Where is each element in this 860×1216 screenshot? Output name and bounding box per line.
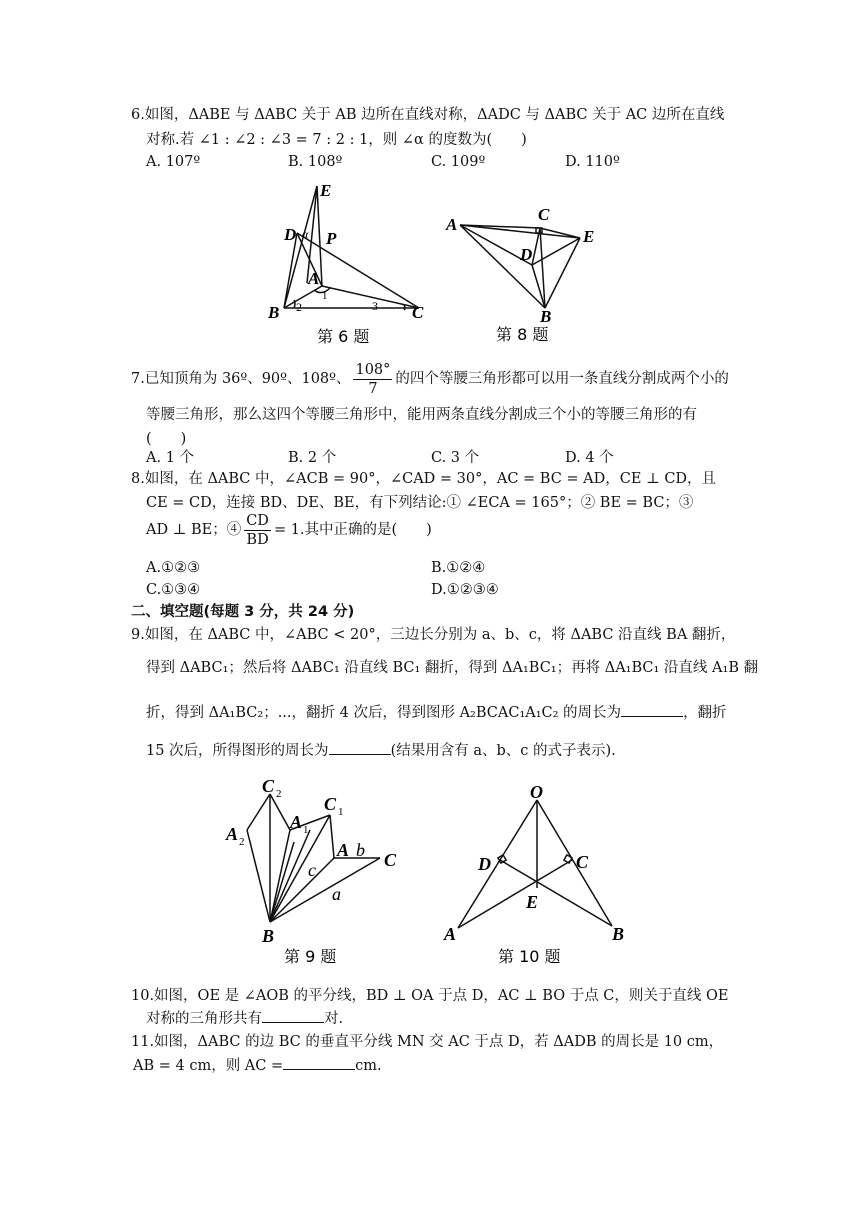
fig9-label-a1-sub: 1 [303,824,309,836]
q8-line2: CE = CD，连接 BD、DE、BE，有下列结论:① ∠ECA = 165°；② BE = BC；③ [146,495,694,511]
q7-option-b: B. 2 个 [288,450,337,466]
q7-line1-pre: 7.已知顶角为 36º、90º、108º、 [131,371,351,387]
fig6-label-3: 3 [372,299,378,313]
fig6-label-b: B [268,303,280,322]
fig9-label-c1-sub: 1 [338,806,344,818]
q11-line2-post: cm. [355,1058,382,1074]
q9-line4-pre: 15 次后，所得图形的周长为 [146,743,329,759]
q6-option-a: A. 107º [146,154,201,170]
fig8-label-d: D [520,245,533,264]
q9-blank-1 [621,702,683,717]
q10-blank [262,1008,324,1023]
fig9-label-a-side: a [332,884,341,904]
q9-blank-2 [329,740,391,755]
q8-fraction [244,512,271,549]
fig6-label-p: P [326,229,337,248]
q7-line1 [131,358,729,400]
q6-option-b: B. 108º [288,154,343,170]
q9-line4-post: (结果用含有 a、b、c 的式子表示). [390,743,616,759]
fig6-label-2: 2 [296,300,302,314]
q9-line3-post: ，翻折 [683,705,727,721]
q10-line2-post: 对. [324,1011,344,1027]
q11-line2 [133,1055,382,1076]
q9-line1: 9.如图，在 ΔABC 中，∠ABC < 20°，三边长分别为 a、b、c，将 ΔABC 沿直线 BA 翻折， [131,627,736,643]
q8-option-a: A.①②③ [146,560,201,576]
q9-line3 [146,702,727,723]
figure-10 [440,778,640,973]
fig9-label-c: C [384,850,397,870]
q10-line2-pre: 对称的三角形共有 [146,1011,262,1027]
fig9-label-c2-sub: 2 [276,788,282,800]
fig6-label-c: C [412,303,424,322]
figure-9 [222,770,412,970]
fig10-label-c: C [576,852,589,872]
fig10-label-a: A [444,924,457,944]
fig8-label-e: E [583,227,595,246]
fig8-label-b: B [540,307,552,326]
fig6-label-alpha: α [302,227,309,241]
fig9-label-a2-sub: 2 [239,836,245,848]
q9-line3-pre: 折，得到 ΔA₁BC₂；...，翻折 4 次后，得到图形 A₂BCAC₁A₁C₂ 的周长为 [146,705,622,721]
fig6-label-a: A [308,269,320,288]
figure-8 [440,200,610,348]
fig6-label-1: 1 [322,290,328,302]
fig9-label-a2: A [226,824,239,844]
fig10-caption: 第 10 题 [498,947,561,966]
q7-fraction [353,361,392,398]
fig9-label-a1: A [290,812,303,832]
q7-line3: ( ) [146,431,187,447]
q7-option-d: D. 4 个 [565,450,614,466]
q6-line1: 6.如图，ΔABE 与 ΔABC 关于 AB 边所在直线对称，ΔADC 与 ΔABC 关于 AC 边所在直线 [131,107,725,123]
fig6-label-d: D [284,225,297,244]
q6-option-d: D. 110º [565,154,620,170]
q8-option-c: C.①③④ [146,582,201,598]
q11-line2-pre: AB = 4 cm，则 AC = [133,1058,284,1074]
fig9-caption: 第 9 题 [284,947,337,966]
fig8-caption: 第 8 题 [496,325,549,344]
q7-line1-post: 的四个等腰三角形都可以用一条直线分割成两个小的 [395,371,729,387]
figure-6 [262,178,437,348]
q7-line2: 等腰三角形，那么这四个等腰三角形中，能用两条直线分割成三个小的等腰三角形的有 [146,407,697,423]
q6-line2: 对称.若 ∠1 : ∠2 : ∠3 = 7 : 2 : 1，则 ∠α 的度数为( ) [146,132,527,148]
section-2-heading: 二、填空题(每题 3 分，共 24 分) [131,604,355,620]
q7-option-a: A. 1 个 [146,450,195,466]
fig9-label-c1: C [324,794,337,814]
q7-frac-num: 108° [355,361,391,378]
q8-line1: 8.如图，在 ΔABC 中，∠ACB = 90°，∠CAD = 30°，AC = BC = AD，CE ⊥ CD，且 [131,471,717,487]
fig9-label-c2: C [262,776,275,796]
q8-line3-pre: AD ⊥ BE；④ [146,522,242,538]
fig6-caption: 第 6 题 [317,327,370,346]
q9-line2: 得到 ΔABC₁；然后将 ΔABC₁ 沿直线 BC₁ 翻折，得到 ΔA₁BC₁；再将 ΔA₁BC₁ 沿直线 A₁B 翻 [146,660,759,676]
q8-frac-den: BD [246,531,269,548]
q11-blank [283,1055,355,1070]
q8-option-b: B.①②④ [431,560,486,576]
fig8-label-a: A [446,215,458,234]
fig10-label-e: E [526,892,539,912]
q8-line3-post: = 1.其中正确的是( ) [273,522,432,538]
q8-frac-num: CD [246,512,269,529]
fig10-label-o: O [530,782,543,802]
fig10-label-d: D [478,854,491,874]
q10-line1: 10.如图，OE 是 ∠AOB 的平分线，BD ⊥ OA 于点 D，AC ⊥ BO 于点 C，则关于直线 OE [131,988,729,1004]
q10-line2 [146,1008,343,1029]
fig6-label-e: E [320,181,332,200]
fig9-label-b-vertex: B [262,926,275,946]
fig8-label-c: C [538,205,550,224]
fig10-label-b: B [612,924,625,944]
fig9-label-c-side: c [308,860,316,880]
fig9-label-b: b [356,840,365,860]
q11-line1: 11.如图，ΔABC 的边 BC 的垂直平分线 MN 交 AC 于点 D，若 ΔADB 的周长是 10 cm， [131,1034,724,1050]
q9-line4 [146,740,616,761]
fig9-label-a: A [337,840,350,860]
q8-line3 [146,508,432,552]
q6-option-c: C. 109º [431,154,486,170]
q8-option-d: D.①②③④ [431,582,499,598]
q7-frac-den: 7 [368,380,378,397]
q7-option-c: C. 3 个 [431,450,480,466]
